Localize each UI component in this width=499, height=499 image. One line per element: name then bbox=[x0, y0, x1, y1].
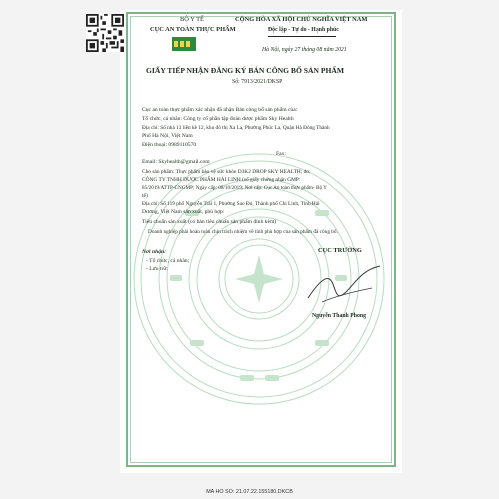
agency-name: CỤC AN TOÀN THỰC PHẨM bbox=[150, 26, 236, 33]
qr-code-icon bbox=[86, 14, 124, 52]
signer-name: Nguyễn Thanh Phong bbox=[312, 313, 367, 319]
product-line-1: Cho sản phẩm: Thực phẩm bảo vệ sức khỏe D3K2 DROP SKY HEALTH; do: bbox=[142, 169, 311, 175]
motto: Độc lập - Tự do - Hạnh phúc bbox=[268, 27, 339, 33]
signer-office: CỤC TRƯỞNG bbox=[318, 247, 362, 254]
country-name: CỘNG HÒA XÃ HỘI CHỦ NGHĨA VIỆT NAM bbox=[235, 16, 368, 23]
phone: Điện thoại: 0989110570 bbox=[142, 142, 197, 148]
product-line-3: 85/2019/ATTP-CNGMP; Ngày cấp: 08/10/2019; Nơi cấp: Cục An toàn thực phẩm- Bộ Y bbox=[142, 185, 327, 191]
fax: Fax: bbox=[276, 151, 286, 157]
intro-text: Cục an toàn thực phẩm xác nhận đã nhận Bản công bố sản phẩm của: bbox=[142, 107, 298, 113]
document-number: Số: 7913/2021/DKSP bbox=[232, 79, 283, 85]
standard-text: Tiêu chuẩn sản xuất (có bản tiêu chuẩn sản phẩm đính kèm) bbox=[142, 219, 277, 225]
manufacturer-address-1: Địa chỉ: Số 119 phố Nguyễn Trãi 1, Phường Sao Đỏ, Thành phố Chí Linh, Tỉnh Hải bbox=[142, 201, 320, 207]
dossier-code: MA HO SO: 21.07.22.155180.DKCB bbox=[206, 489, 293, 495]
place-date: Hà Nội, ngày 27 tháng 08 năm 2021 bbox=[262, 47, 347, 53]
agency-logo-icon bbox=[172, 37, 196, 51]
email: Email: Skyhealth@gmail.com bbox=[142, 159, 210, 165]
address-line-1: Địa chỉ: Số nhà 13 liền kề 12, khu đô thị Xa La, Phường Phúc La, Quận Hà Đông Thành bbox=[142, 125, 330, 131]
recipient-2: - Lưu trữ. bbox=[146, 266, 168, 272]
recipients-heading: Nơi nhận: bbox=[142, 249, 166, 255]
signature-mark bbox=[302, 262, 386, 308]
product-line-2: CÔNG TY TNHH DƯỢC PHẨM HẢI LINH (số giấy chứng nhận GMP: bbox=[142, 177, 301, 183]
ministry-name: BỘ Y TẾ bbox=[180, 16, 204, 23]
organization: Tổ chức, cá nhân: Công ty cổ phần tập đoàn dược phẩm Sky Health bbox=[142, 116, 294, 122]
commitment-text: Doanh nghiệp phải hoàn toàn chịu trách nhiệm về tính phù hợp của sản phẩm đã công bố. bbox=[148, 229, 338, 235]
recipient-1: - Tổ chức, cá nhân; bbox=[146, 258, 190, 264]
document-title: GIẤY TIẾP NHẬN ĐĂNG KÝ BẢN CÔNG BỐ SẢN PHẨM bbox=[146, 66, 345, 75]
address-line-2: Phố Hà Nội, Việt Nam bbox=[142, 133, 193, 139]
product-line-4: tế) bbox=[142, 193, 148, 199]
manufacturer-address-2: Dương, Việt Nam sản xuất, phù hợp: bbox=[142, 209, 225, 215]
motto-underline bbox=[268, 36, 336, 37]
